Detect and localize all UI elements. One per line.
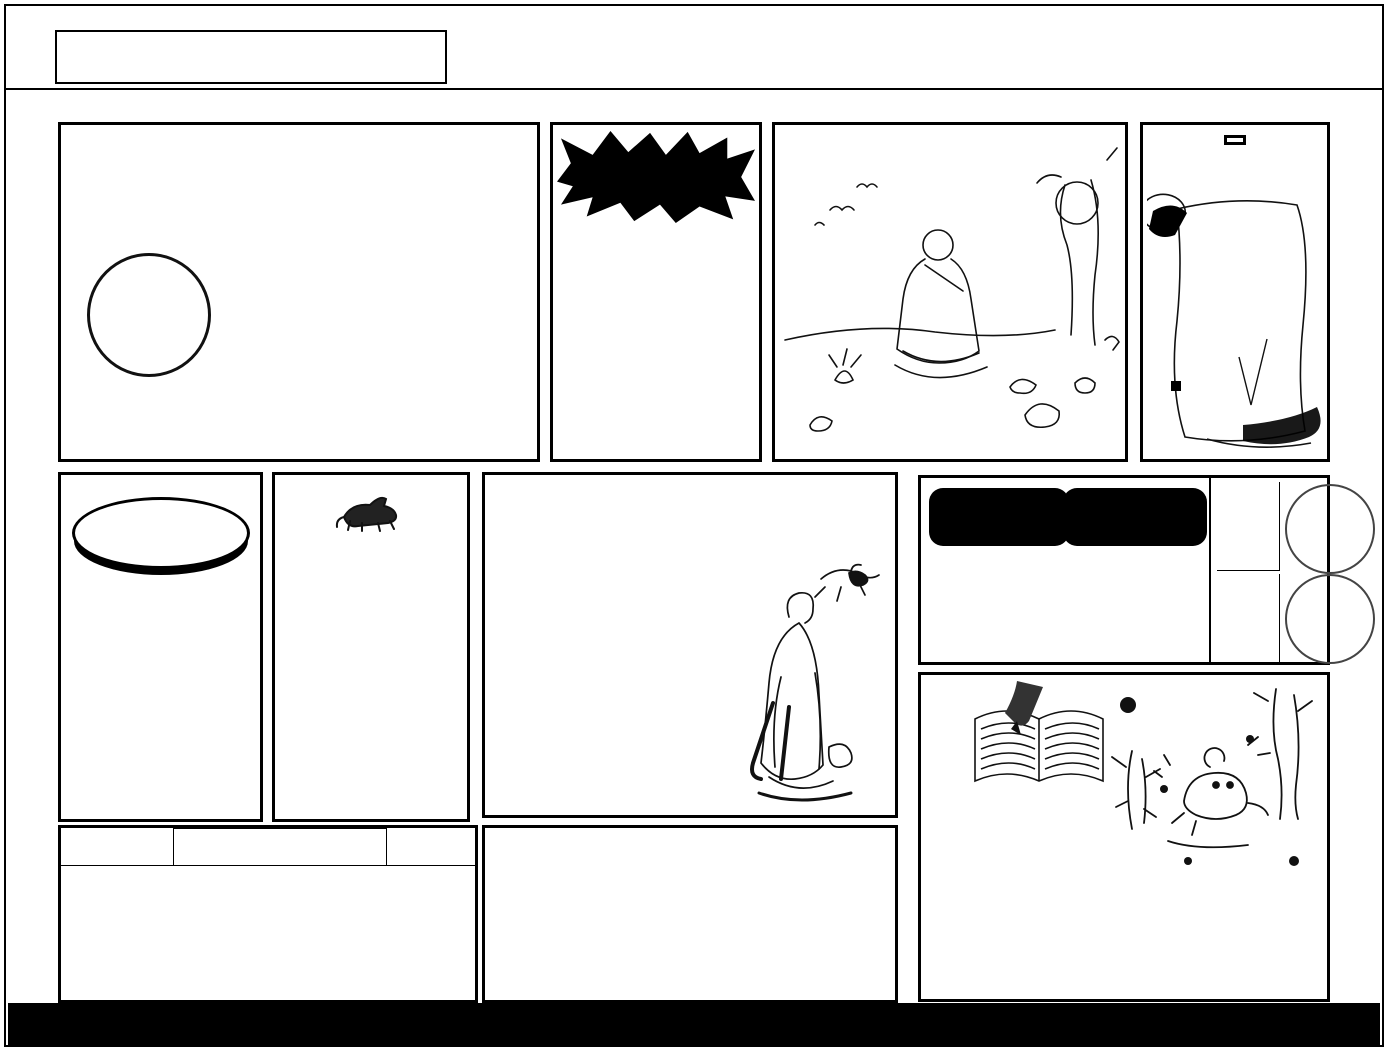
marksix-strip-top xyxy=(8,92,1380,120)
code-map-title xyxy=(1224,135,1246,145)
salvation-codes-panel xyxy=(482,472,898,818)
results-subheaders xyxy=(174,828,386,865)
circled-number-2 xyxy=(1285,574,1375,664)
monk-illustration-panel xyxy=(772,122,1128,462)
info-center-seal xyxy=(87,253,211,377)
page-title xyxy=(436,20,983,88)
results-title-header xyxy=(174,828,387,865)
eight-immortals-panel xyxy=(482,825,898,1003)
eight-immortals-row xyxy=(493,872,887,990)
special-open-label xyxy=(1063,488,1207,546)
open-count-cell-1 xyxy=(1217,482,1280,571)
results-table xyxy=(58,825,478,1003)
declaration-bar xyxy=(8,1003,1380,1046)
hot-tips-panel xyxy=(272,472,470,822)
picture-explainer-panel xyxy=(918,672,1330,1002)
header-divider xyxy=(6,88,1382,90)
buddha-codes-panel xyxy=(550,122,762,462)
immortal-figure-icon xyxy=(729,557,889,807)
starburst-title xyxy=(557,131,755,223)
color-trend-header xyxy=(387,828,475,865)
open-book-icon xyxy=(965,681,1115,799)
buddha-codes-numbers xyxy=(553,229,759,451)
publisher-notice xyxy=(55,30,447,84)
special-code-panel xyxy=(58,472,263,822)
results-rows xyxy=(61,866,475,1000)
scroll-signer xyxy=(1171,381,1181,407)
today-divider xyxy=(1209,478,1211,662)
issue-column-header xyxy=(61,828,174,865)
marksix-strip-left xyxy=(8,122,54,1001)
scroll-icon xyxy=(1147,189,1329,459)
open-count-cell-2 xyxy=(1217,574,1280,662)
today-open-panel xyxy=(918,475,1330,665)
code-map-panel xyxy=(1140,122,1330,462)
monk-drawing-icon xyxy=(775,125,1125,459)
puzzle-drawing-icon xyxy=(1098,681,1323,893)
scroll-area xyxy=(1147,189,1323,455)
signer-mark xyxy=(1171,381,1181,391)
circled-number-1 xyxy=(1285,484,1375,574)
masthead-panel xyxy=(58,122,540,462)
special-code-numbers xyxy=(61,585,260,745)
special-code-title xyxy=(72,497,250,569)
tiger-icon xyxy=(334,491,408,533)
results-header xyxy=(61,828,475,866)
total-open-label xyxy=(929,488,1069,546)
